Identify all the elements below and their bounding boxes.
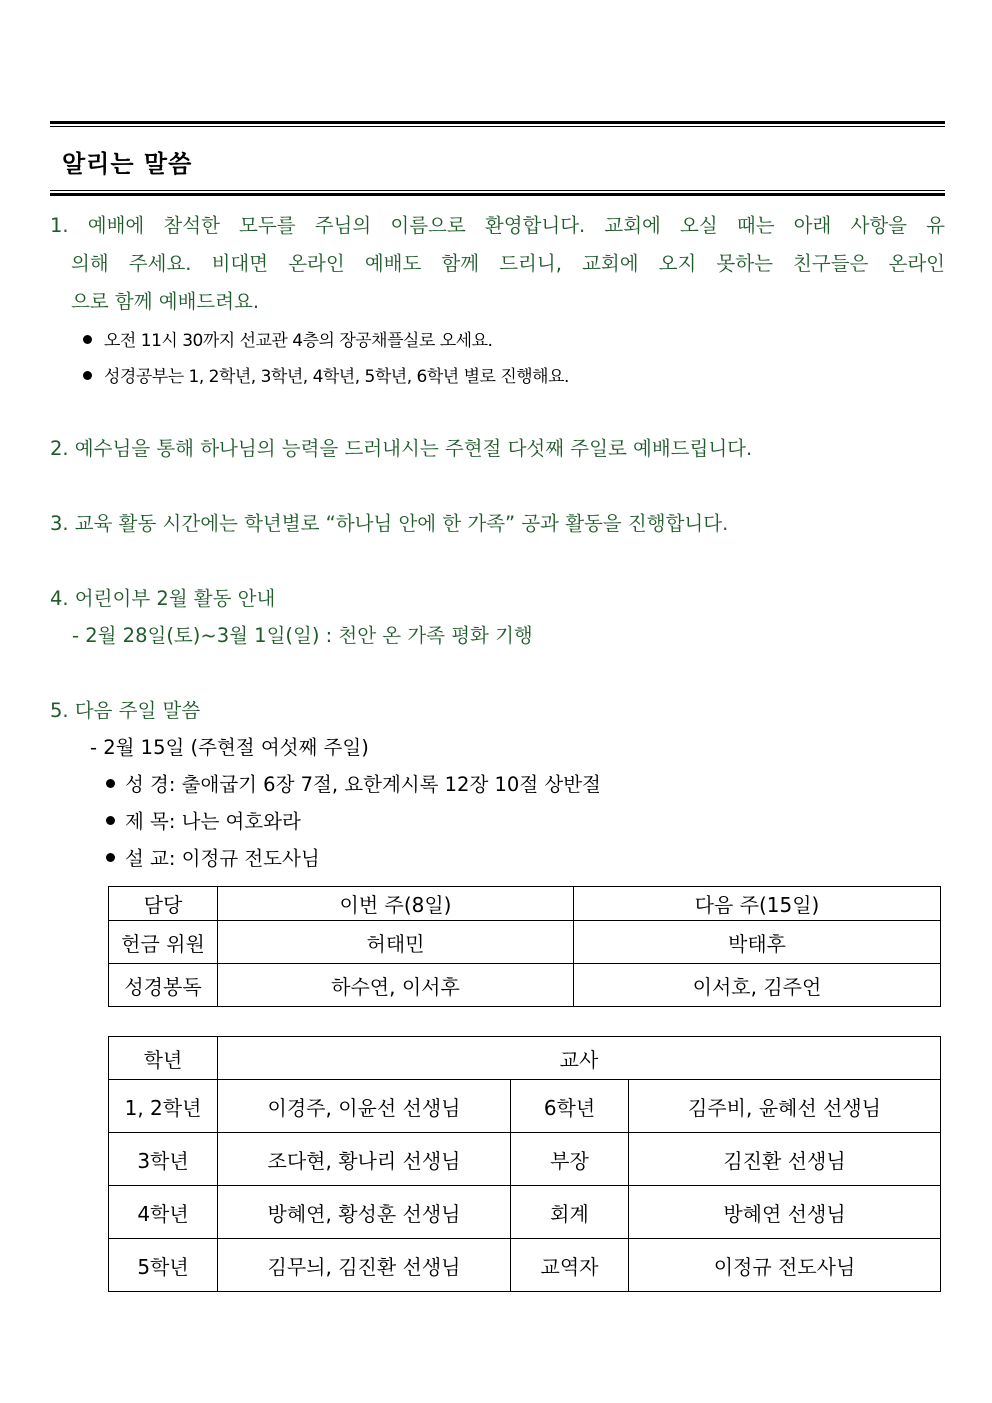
notice-1-bullet-2: 성경공부는 1, 2학년, 3학년, 4학년, 5학년, 6학년 별로 진행해요. [83,362,569,387]
table-cell: 4학년 [109,1186,218,1239]
top-double-rule [50,121,945,127]
table-cell: 성경봉독 [109,964,218,1007]
table-cell: 이경주, 이윤선 선생님 [218,1080,511,1133]
table-cell: 박태후 [574,921,941,964]
table-cell: 6학년 [511,1080,629,1133]
notice-5-bullet-2: 제 목: 나는 여호와라 [106,806,301,834]
notice-1-bullet-1: 오전 11시 30까지 선교관 4층의 장공채플실로 오세요. [83,326,492,351]
table-cell: 방혜연, 황성훈 선생님 [218,1186,511,1239]
notice-4-sub: - 2월 28일(토)~3월 1일(일) : 천안 온 가족 평화 기행 [72,624,533,647]
notice-1 [50,207,945,321]
bottom-double-rule [50,190,945,196]
table-header-cell: 학년 [109,1037,218,1080]
bullet-dot-icon [106,816,115,825]
table-cell: 이정규 전도사님 [629,1239,941,1292]
table-cell: 부장 [511,1133,629,1186]
table-cell: 조다현, 황나리 선생님 [218,1133,511,1186]
notice-4: 4. 어린이부 2월 활동 안내 [50,587,276,610]
notice-5-bullet-1: 성 경: 출애굽기 6장 7절, 요한계시록 12장 10절 상반절 [106,769,601,797]
table-header-cell: 다음 주(15일) [574,887,941,921]
notice-1-line-1: 1. 예배에 참석한 모두를 주님의 이름으로 환영합니다. 교회에 오실 때는 아래 사항을 유 [50,214,945,237]
table-row [109,1186,941,1239]
notice-1-line-3: 으로 함께 예배드려요. [71,290,260,313]
teacher-table [108,1036,941,1292]
table-cell: 방혜연 선생님 [629,1186,941,1239]
table-cell: 김무늬, 김진환 선생님 [218,1239,511,1292]
table-row [109,921,941,964]
table-row [109,1133,941,1186]
table-cell: 김진환 선생님 [629,1133,941,1186]
table-cell: 김주비, 윤혜선 선생님 [629,1080,941,1133]
table-cell: 교역자 [511,1239,629,1292]
table-header-cell: 담당 [109,887,218,921]
table-header-row [109,887,941,921]
notice-5-bullet-3: 설 교: 이정규 전도사님 [106,843,320,871]
page-title: 알리는 말씀 [62,150,193,178]
table-cell: 회계 [511,1186,629,1239]
notice-3: 3. 교육 활동 시간에는 학년별로 “하나님 안에 한 가족” 공과 활동을 진행합니다. [50,512,729,535]
table-cell: 1, 2학년 [109,1080,218,1133]
table-cell: 하수연, 이서후 [218,964,574,1007]
table-cell: 3학년 [109,1133,218,1186]
bullet-dot-icon [106,853,115,862]
notice-2: 2. 예수님을 통해 하나님의 능력을 드러내시는 주현절 다섯째 주일로 예배드립니다. [50,437,753,460]
notice-5-sub: - 2월 15일 (주현절 여섯째 주일) [90,736,369,759]
table-cell: 이서호, 김주언 [574,964,941,1007]
table-header-cell: 교사 [218,1037,941,1080]
notice-5: 5. 다음 주일 말씀 [50,699,201,722]
table-cell: 헌금 위원 [109,921,218,964]
duty-table [108,886,941,1007]
bullet-dot-icon [106,779,115,788]
table-row [109,964,941,1007]
table-row [109,1080,941,1133]
table-header-cell: 이번 주(8일) [218,887,574,921]
table-row [109,1239,941,1292]
bullet-dot-icon [83,335,92,344]
table-cell: 허태민 [218,921,574,964]
table-cell: 5학년 [109,1239,218,1292]
bullet-dot-icon [83,371,92,380]
table-header-row [109,1037,941,1080]
notice-1-line-2: 의해 주세요. 비대면 온라인 예배도 함께 드리니, 교회에 오지 못하는 친구들은 온라인 [71,252,945,275]
